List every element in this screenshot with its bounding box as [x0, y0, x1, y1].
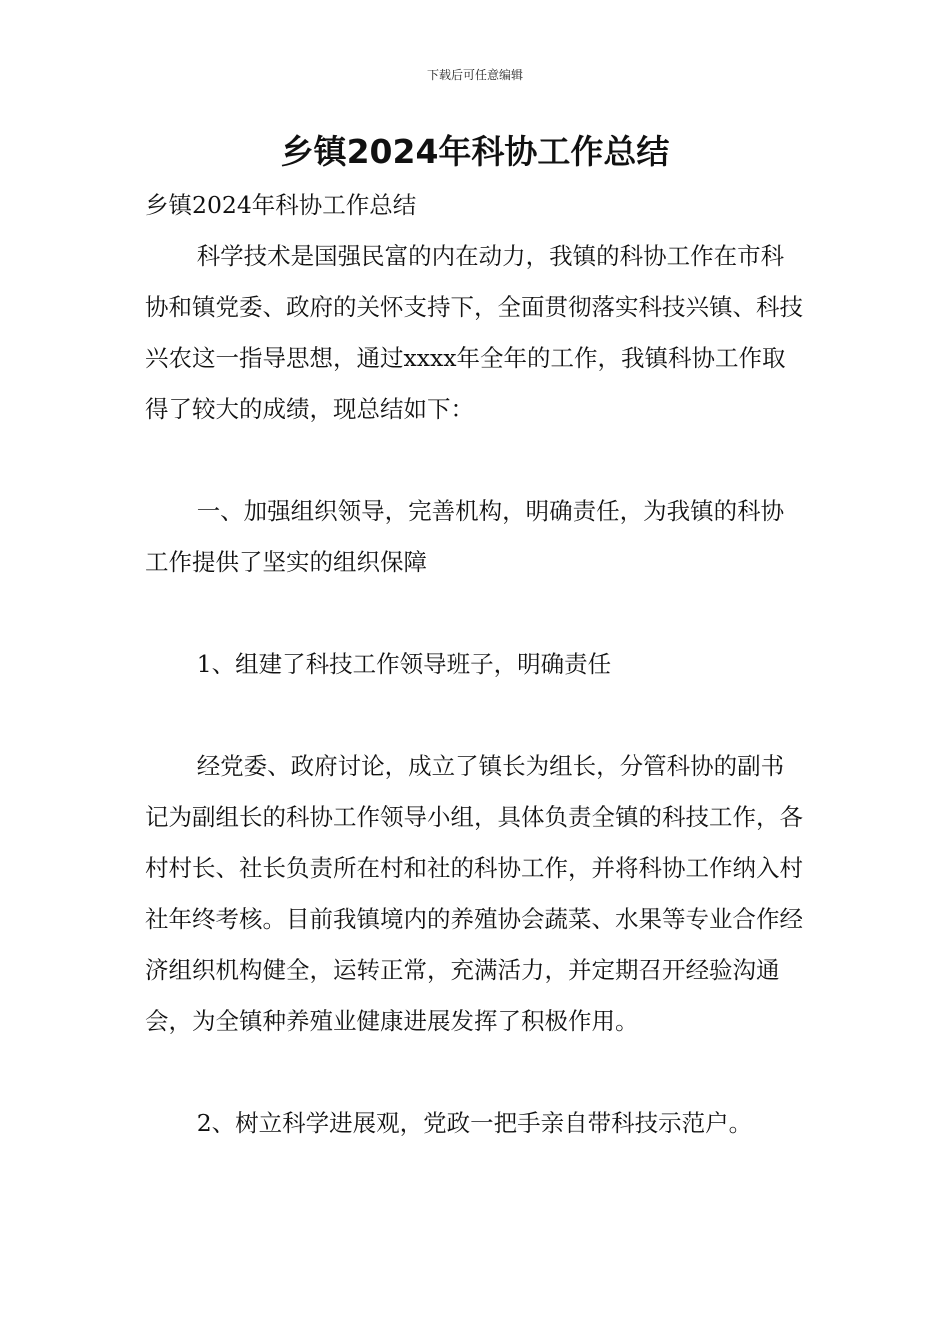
item-heading-1: 1、组建了科技工作领导班子，明确责任 — [196, 650, 612, 678]
paragraph-body-1: 经党委、政府讨论，成立了镇长为组长，分管科协的副书记为副组长的科协工作领导小组，具体负责全镇的科技工作，各村村长、社长负责所在村和社的科协工作，并将科协工作纳入村社年终考核。目前我镇境内的养殖协会蔬菜、水果等专业合作经济组织机构健全，运转正常，充满活力，并定期召开经验沟通会，为全镇种养殖业健康进展发挥了积极作用。 — [145, 752, 803, 1035]
paragraph-gap — [145, 1047, 805, 1098]
paragraph-gap — [145, 588, 805, 639]
paragraph-intro: 科学技术是国强民富的内在动力，我镇的科协工作在市科协和镇党委、政府的关怀支持下，全面贯彻落实科技兴镇、科技兴农这一指导思想，通过xxxx年全年的工作，我镇科协工作取得了较大的成绩，现总结如下： — [145, 242, 803, 423]
header-note: 下载后可任意编辑 — [426, 68, 523, 82]
document-subtitle: 乡镇2024年科协工作总结 — [145, 191, 417, 219]
document-title: 乡镇2024年科协工作总结 — [280, 132, 670, 171]
paragraph-gap — [145, 690, 805, 741]
document-body — [145, 180, 805, 1149]
section-heading-1: 一、加强组织领导，完善机构，明确责任，为我镇的科协工作提供了坚实的组织保障 — [145, 497, 785, 576]
item-heading-2: 2、树立科学进展观，党政一把手亲自带科技示范户。 — [196, 1109, 753, 1137]
paragraph-gap — [145, 435, 805, 486]
